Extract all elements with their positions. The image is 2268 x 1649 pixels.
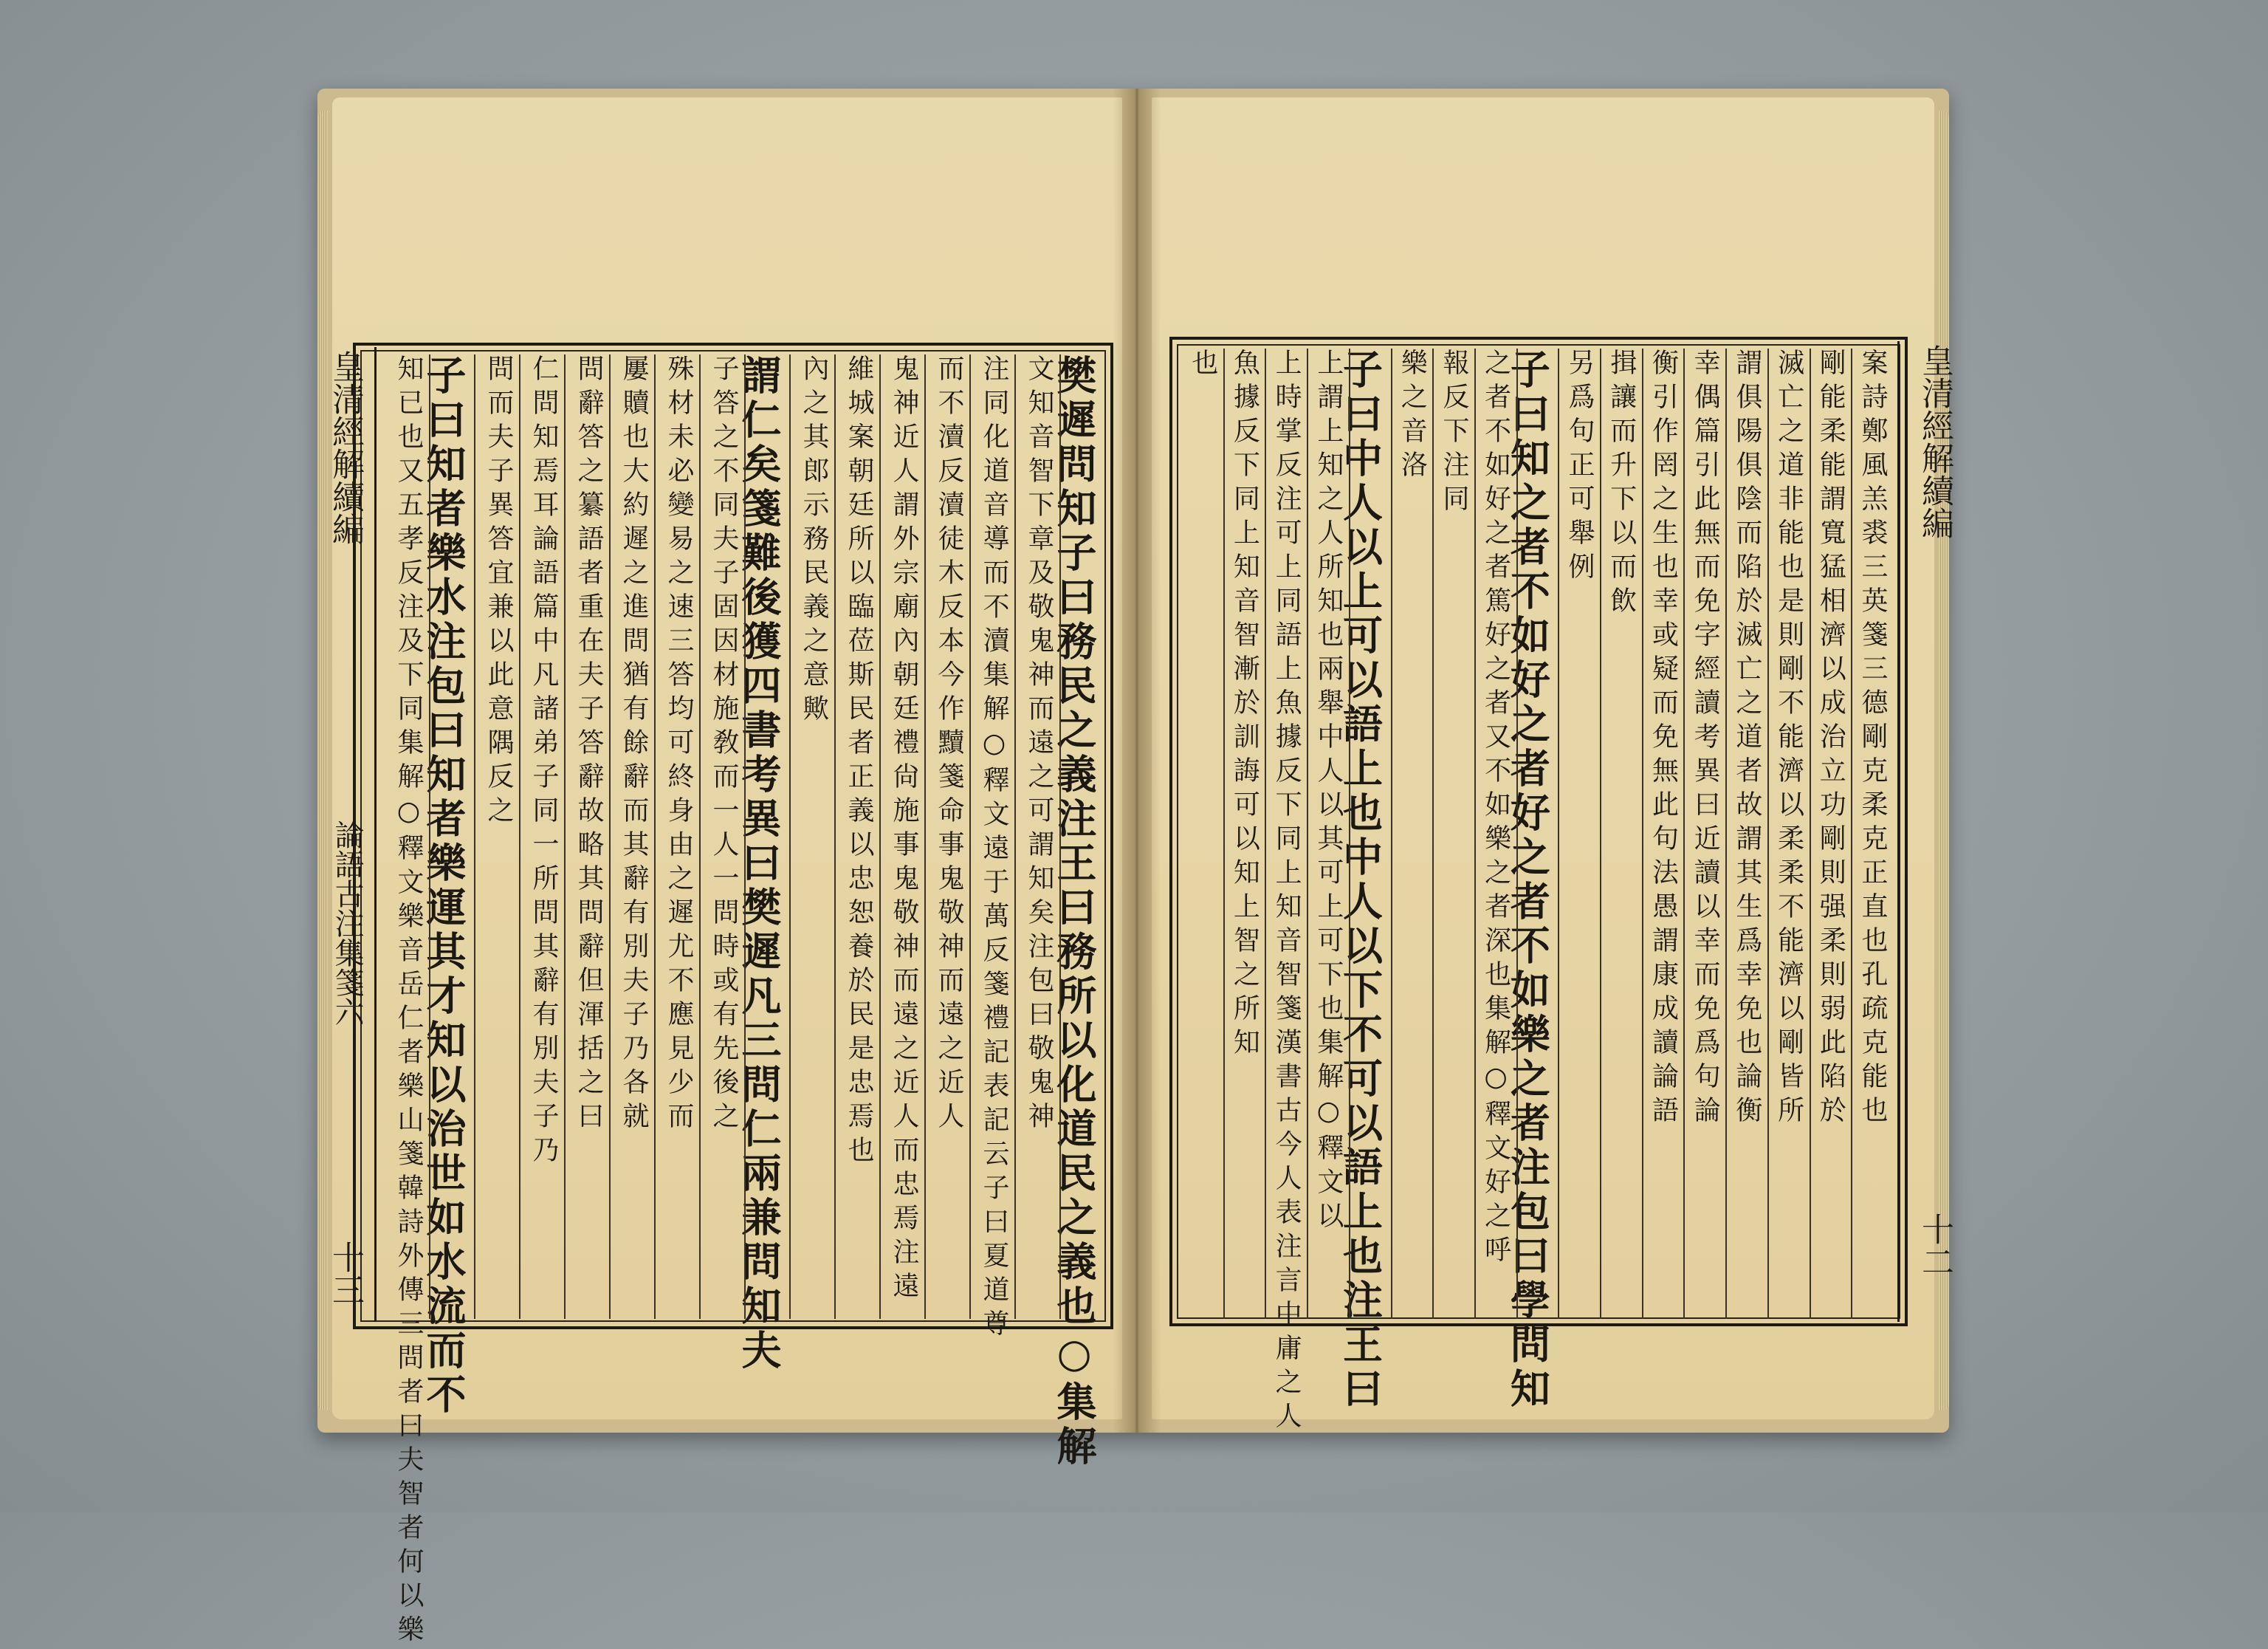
page-number-right: 十二: [1916, 1213, 1953, 1278]
left-page-column: 知已也又五孝反注及下同集解○釋文樂音岳仁者樂山箋韓詩外傳三問者曰夫智者何以樂: [394, 354, 424, 1649]
book-gutter: [1113, 89, 1161, 1433]
column-rule: [1600, 349, 1601, 1319]
right-page-column: 衡引作罔之生也幸或疑而免無此句法愚謂康成讀論語: [1648, 349, 1679, 1130]
column-rule: [1059, 354, 1061, 1319]
right-page-column: 案詩鄭風羔裘三英箋三德剛克柔克正直也孔疏克能也: [1857, 349, 1888, 1130]
column-rule: [1307, 349, 1308, 1319]
right-page-column: 揖讓而升下以而飲: [1606, 349, 1637, 620]
right-page-column: 滅亡之道非能也是則剛不能濟以柔柔不能濟以剛皆所: [1773, 349, 1804, 1130]
left-page-column: 問辭答之纂語者重在夫子答辭故略其問辭但渾括之曰: [574, 354, 604, 1136]
right-page-column: 剛能柔能謂寬猛相濟以成治立功剛則强柔則弱此陷於: [1815, 349, 1846, 1130]
right-page-column: 子曰知之者不如好之者好之者不如樂之者注包曰學問知: [1504, 349, 1552, 1412]
left-page-column: 屢贖也大約遲之進問猶有餘辭而其辭有別夫子乃各就: [619, 354, 649, 1136]
left-page-column: 仁問知焉耳論語篇中凡諸弟子同一所問其辭有別夫子乃: [529, 354, 559, 1170]
page-number: 十三: [326, 1241, 364, 1306]
left-page-column: 子曰知者樂水注包曰知者樂運其才知以治世如水流而不: [420, 354, 467, 1418]
column-rule: [834, 354, 836, 1319]
right-text-block: [1181, 349, 1893, 1436]
column-rule: [609, 354, 611, 1319]
banxin-title: 皇清經解續編: [326, 350, 364, 545]
column-rule: [1767, 349, 1769, 1319]
column-rule: [879, 354, 881, 1319]
right-page-column: 報反下注同: [1438, 349, 1469, 518]
right-page-column: 謂俱陽俱陰而陷於滅亡之道者故謂其生爲幸免也論衡: [1731, 349, 1762, 1130]
left-page-column: 子答之不同夫子固因材施敎而一人一問時或有先後之: [709, 354, 739, 1136]
column-rule: [1349, 349, 1350, 1319]
column-rule: [519, 354, 520, 1319]
column-rule: [1516, 349, 1518, 1319]
column-rule: [429, 354, 430, 1319]
left-page-column: 鬼神近人謂外宗廟內朝廷禮尙施事鬼敬神而遠之近人而忠焉注遠: [889, 354, 919, 1306]
column-rule: [654, 354, 656, 1319]
column-rule: [1265, 349, 1266, 1319]
column-rule: [789, 354, 791, 1319]
right-page: [1152, 97, 1953, 1436]
column-rule: [1683, 349, 1685, 1319]
column-rule: [1558, 349, 1559, 1319]
column-rule: [564, 354, 566, 1319]
left-page-column: 問而夫子異答宜兼以此意隅反之: [484, 354, 514, 830]
column-rule: [1391, 349, 1392, 1319]
left-page: [326, 97, 1122, 1649]
left-page-column: 而不瀆反瀆徒木反本今作黷箋命事鬼敬神而遠之近人: [934, 354, 964, 1136]
right-page-column: 另爲句正可舉例: [1564, 349, 1595, 586]
right-page-column: 樂之音洛: [1397, 349, 1428, 484]
left-page-column: 注同化道音導而不瀆集解○釋文遠于萬反箋禮記表記云子曰夏道尊: [979, 354, 1009, 1343]
right-banxin: [1897, 341, 1964, 1322]
column-rule: [1725, 349, 1727, 1319]
left-page-column: 殊材未必變易之速三答均可終身由之遲尤不應見少而: [664, 354, 694, 1136]
right-page-column: 幸偶篇引此無而免字經讀考異曰近讀以幸而免爲句論: [1690, 349, 1721, 1130]
right-page-column: 也: [1187, 349, 1218, 383]
column-rule: [1223, 349, 1225, 1319]
open-book: [317, 89, 1953, 1649]
left-text-block: [384, 354, 1104, 1649]
right-page-column: 上謂上知之人所知也兩舉中人以其可上可下也集解○釋文以: [1313, 349, 1344, 1235]
right-page-column: 魚據反下同上知音智漸於訓誨可以知上智之所知: [1229, 349, 1260, 1062]
right-page-column: 上時掌反注可上同語上魚據反下同上知音智箋漢書古今人表注言中庸之人: [1271, 349, 1302, 1436]
left-page-column: 維城案朝廷所以臨莅斯民者正義以忠恕養於民是忠焉也: [844, 354, 874, 1170]
column-rule: [1851, 349, 1852, 1319]
column-rule: [1432, 349, 1434, 1319]
column-rule: [1810, 349, 1811, 1319]
column-rule: [1642, 349, 1643, 1319]
right-page-column: 之者不如好之者篤好之者又不如樂之者深也集解○釋文好之呼: [1480, 349, 1511, 1269]
banxin-title-right: 皇清經解續編: [1916, 344, 1953, 539]
left-page-column: 樊遲問知子曰務民之義注王曰務所以化道民之義也○集解: [1051, 354, 1098, 1470]
column-rule: [744, 354, 746, 1319]
banxin-subtitle: 論語古注集箋六: [330, 820, 364, 1026]
left-page-column: 內之其郎示務民義之意歟: [799, 354, 829, 728]
left-page-column: 文知音智下章及敬鬼神而遠之可謂知矣注包曰敬鬼神: [1024, 354, 1054, 1136]
left-page-column: 謂仁矣箋難後獲四書考異曰樊遲凡三問仁兩兼問知夫: [735, 354, 783, 1374]
left-banxin: [310, 347, 377, 1322]
column-rule: [1474, 349, 1476, 1319]
column-rule: [969, 354, 971, 1319]
column-rule: [924, 354, 926, 1319]
column-rule: [699, 354, 701, 1319]
column-rule: [1014, 354, 1016, 1319]
right-page-column: 子曰中人以上可以語上也中人以下不可以語上也注王曰: [1336, 349, 1384, 1412]
column-rule: [474, 354, 475, 1319]
